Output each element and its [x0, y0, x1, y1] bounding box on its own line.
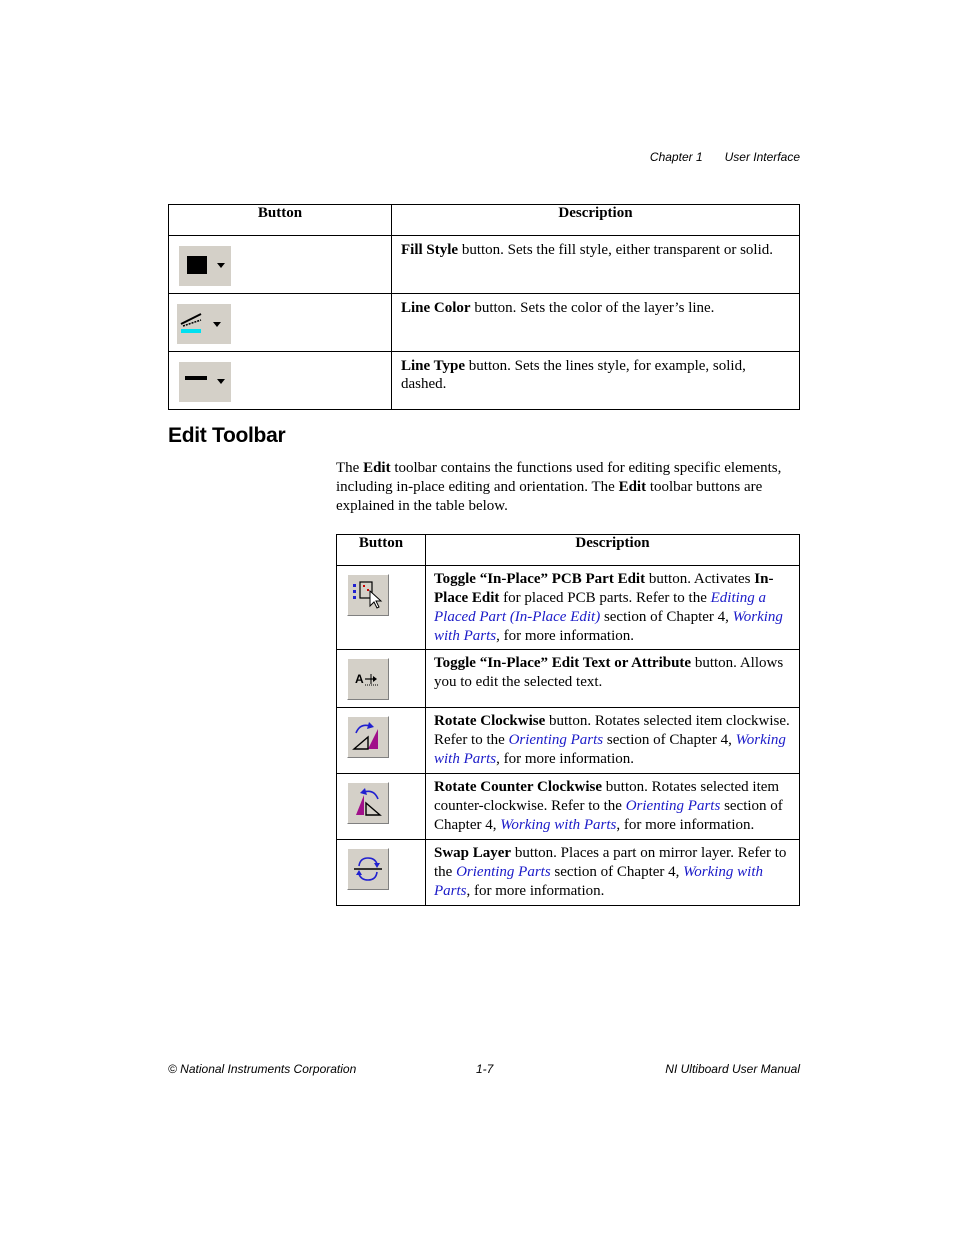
footer-right: NI Ultiboard User Manual	[665, 1062, 800, 1076]
rotate-counter-clockwise-icon	[347, 782, 389, 824]
table-row: Swap Layer button. Places a part on mirror layer. Refer to the Orienting Parts section of Chapter 4, Working with Parts, for more information.	[337, 840, 800, 906]
table-row	[169, 294, 800, 352]
link-orienting-parts[interactable]: Orienting Parts	[625, 798, 721, 814]
link-editing-placed-part[interactable]: Editing a Placed Part (In-Place Edit)	[434, 590, 767, 625]
button-description: button. Sets the fill style, either transparent or solid.	[458, 242, 774, 258]
button-name: Line Type	[401, 358, 466, 374]
in-place-text-edit-icon	[347, 658, 389, 700]
button-name: Line Color	[401, 300, 471, 316]
section-title: Edit Toolbar	[168, 424, 286, 447]
column-header-button: Button	[337, 535, 426, 566]
table-row: Rotate Clockwise button. Rotates selected item clockwise. Refer to the Orienting Parts section of Chapter 4, Working with Parts, for more information.	[337, 708, 800, 774]
link-orienting-parts[interactable]: Orienting Parts	[508, 732, 604, 748]
link-working-with-parts[interactable]: Working with Parts	[434, 864, 764, 899]
table-row	[169, 352, 800, 410]
line-type-icon	[179, 362, 231, 402]
svg-text:A: A	[355, 672, 364, 686]
button-description: button. Sets the color of the layer’s line.	[470, 300, 715, 316]
column-header-description: Description	[426, 535, 800, 566]
footer-page-number: 1-7	[476, 1062, 494, 1076]
table-row: A Toggle “In-Place” Edit Text or Attribute button. Allows you to edit the selected text.	[337, 650, 800, 708]
intro-paragraph: The Edit toolbar contains the functions used for editing specific elements, including in-place editing and orientation. The Edit toolbar buttons are explained in the table below.	[336, 460, 782, 514]
link-orienting-parts[interactable]: Orienting Parts	[456, 864, 551, 880]
header-chapter: Chapter 1	[649, 150, 703, 164]
rotate-clockwise-icon	[347, 716, 389, 758]
column-header-description: Description	[392, 205, 800, 236]
in-place-part-edit-icon	[347, 574, 389, 616]
footer-left: © National Instruments Corporation	[168, 1062, 357, 1076]
running-header	[628, 150, 800, 164]
fill-style-icon	[179, 246, 231, 286]
line-color-icon	[177, 304, 231, 344]
link-working-with-parts[interactable]: Working with Parts	[434, 732, 786, 767]
edit-toolbar-table	[336, 534, 800, 906]
table-row	[169, 236, 800, 294]
column-header-button: Button	[169, 205, 392, 236]
header-section: User Interface	[724, 150, 800, 164]
button-description: button. Sets the lines style, for example, solid, dashed.	[401, 358, 746, 392]
table-row: Rotate Counter Clockwise button. Rotates selected item counter-clockwise. Refer to the Orienting Parts section of Chapter 4, Working with Parts, for more information.	[337, 774, 800, 840]
link-working-with-parts[interactable]: Working with Parts	[434, 609, 783, 644]
link-working-with-parts[interactable]: Working with Parts	[500, 817, 617, 833]
table-row: Toggle “In-Place” PCB Part Edit button. Activates In-Place Edit for placed PCB parts. Refer to the Editing a Placed Part (In-Place Edit) section of Chapter 4, Working with Parts, for more information.	[337, 566, 800, 650]
format-toolbar-table	[168, 204, 800, 410]
button-name: Fill Style	[401, 242, 459, 258]
swap-layer-icon	[347, 848, 389, 890]
